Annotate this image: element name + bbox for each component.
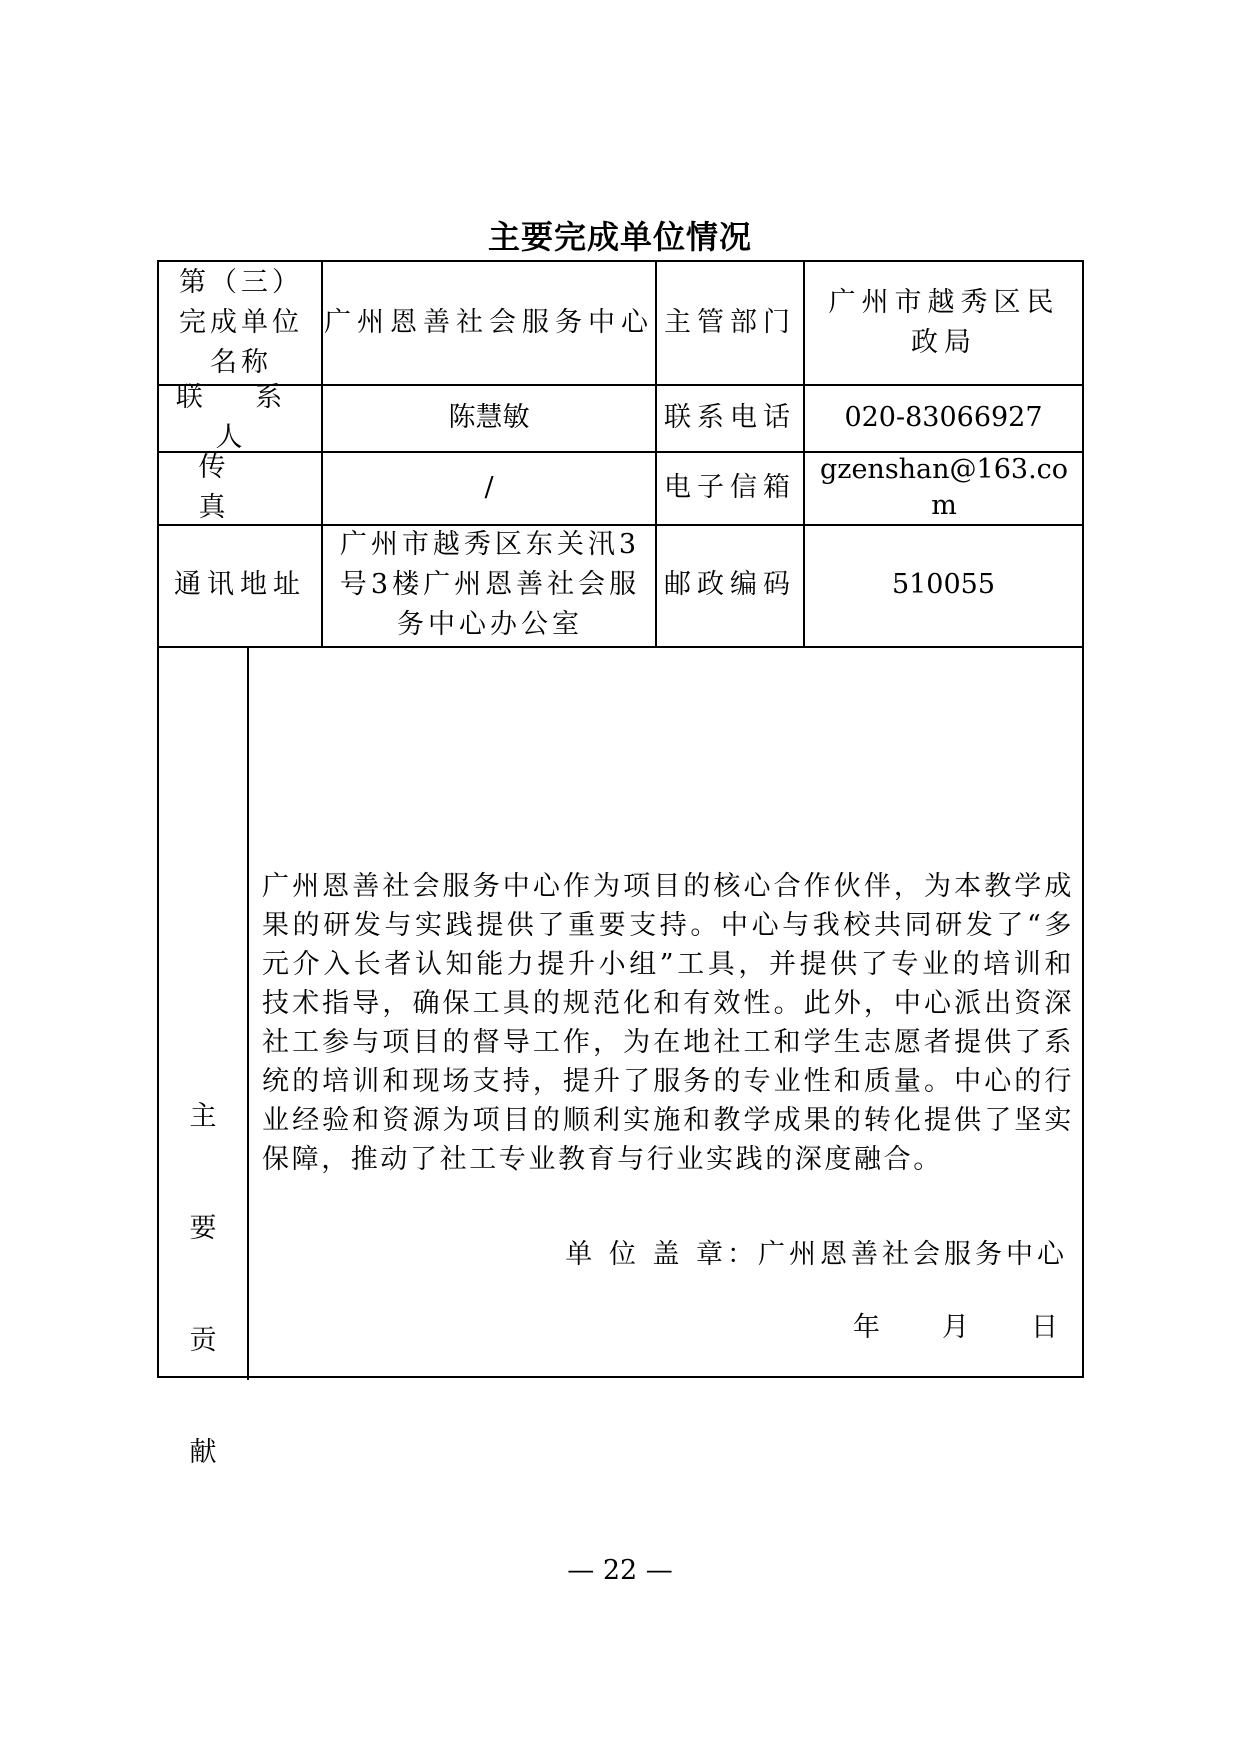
contribution-label (159, 646, 247, 1468)
contribution-label-char: 献 (189, 1437, 217, 1468)
contribution-text: 广州恩善社会服务中心作为项目的核心合作伙伴，为本教学成果的研发与实践提供了重要支持。中心与我校共同研发了“多元介入长者认知能力提升小组”工具，并提供了专业的培训和技术指导，确保工具的规范化和有效性。此外，中心派出资深社工参与项目的督导工作，为在地社工和学生志愿者提供了系统的培训和现场支持，提升了服务的专业性和质量。中心的行业经验和资源为项目的顺利实施和教学成果的转化提供了坚实保障，推动了社工专业教育与行业实践的深度融合。 (262, 871, 1074, 1175)
date-line (853, 1305, 1058, 1344)
unit-name-value: 广州恩善社会服务中心 (324, 307, 654, 338)
date-year: 年 (853, 1312, 880, 1343)
email-label: 电子信箱 (664, 471, 796, 503)
contribution-label-char: 要 (189, 1213, 217, 1244)
phone-label: 联系电话 (664, 401, 796, 433)
seal-label: 单 位 盖 章： (565, 1239, 758, 1270)
phone-value: 020-83066927 (844, 401, 1043, 433)
fax-label: 传 真 (198, 451, 282, 523)
dept-value: 广州市越秀区民政局 (828, 287, 1060, 358)
postcode-value: 510055 (891, 569, 996, 600)
contact-value: 陈慧敏 (448, 401, 530, 433)
address-value: 广州市越秀区东关汛3号3楼广州恩善社会服务中心办公室 (339, 529, 641, 640)
postcode-label: 邮政编码 (664, 569, 796, 600)
dept-label: 主管部门 (664, 307, 796, 338)
address-label: 通讯地址 (174, 569, 306, 600)
fax-value: / (484, 471, 494, 503)
seal-value: 广州恩善社会服务中心 (758, 1239, 1068, 1270)
page-title: 主要完成单位情况 (487, 218, 752, 256)
unit-name-label: 第（三）完成单位名称 (179, 267, 303, 378)
date-day: 日 (1031, 1312, 1058, 1343)
unit-info-table (157, 260, 1084, 1468)
page-number: — 22 — (567, 1555, 673, 1586)
email-value: gzenshan@163.com (819, 453, 1069, 521)
contribution-label-char: 主 (189, 1101, 217, 1132)
contact-label: 联 系 人 (175, 381, 305, 453)
unit-seal-line (565, 1232, 1068, 1271)
contribution-label-char: 贡 (189, 1325, 217, 1356)
date-month: 月 (942, 1312, 969, 1343)
